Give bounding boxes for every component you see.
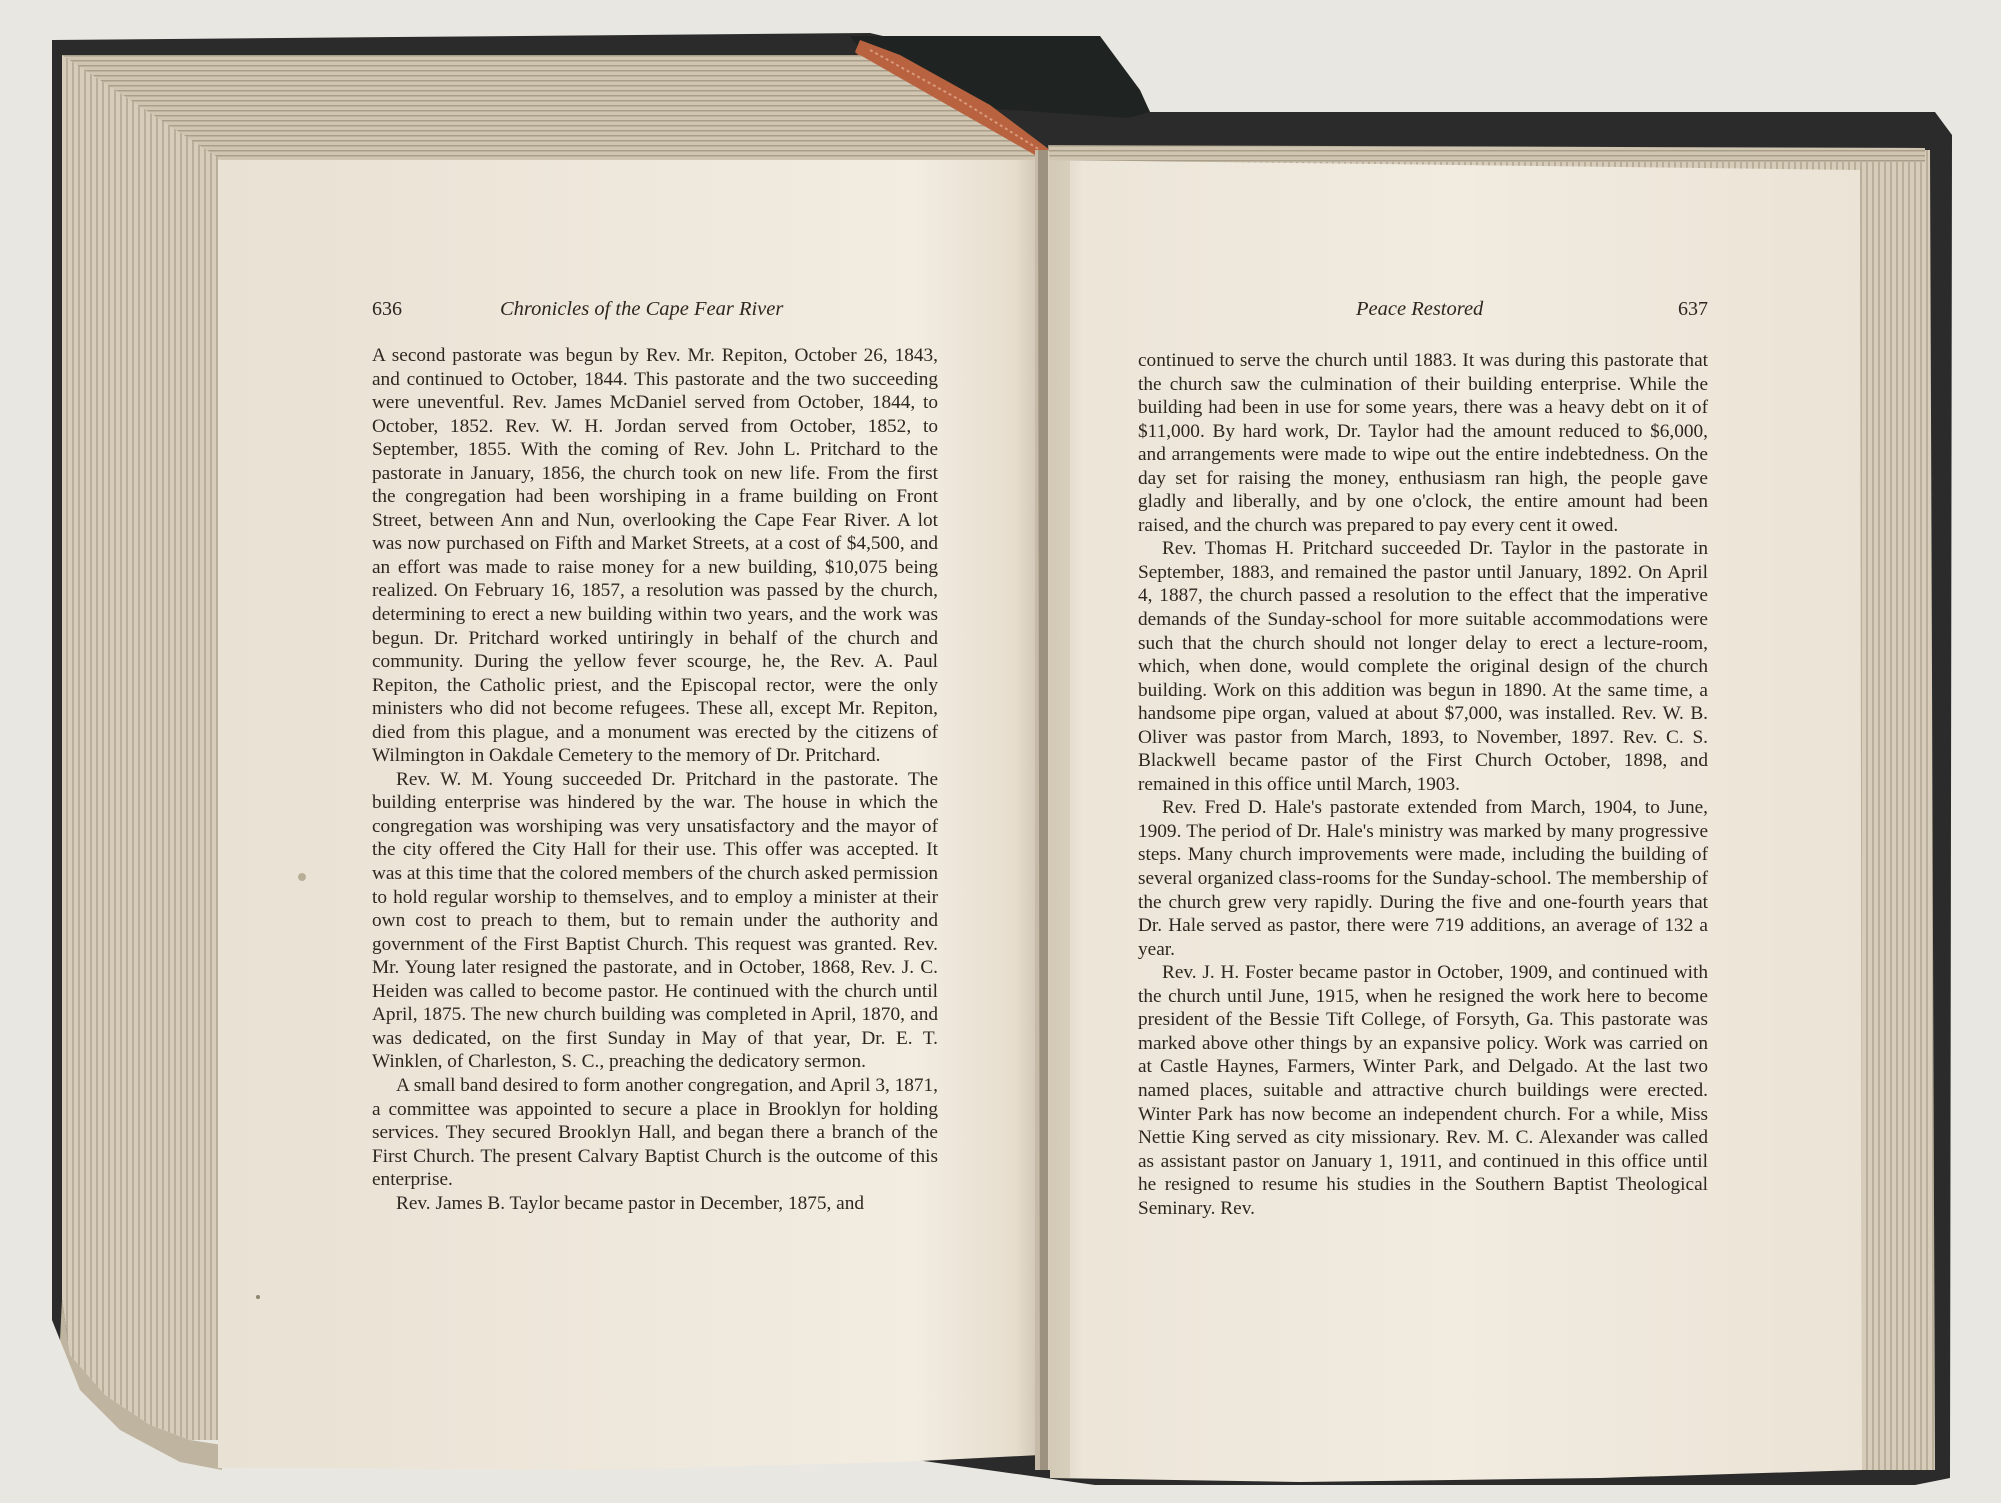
left-running-head <box>372 298 932 328</box>
left-running-title: Chronicles of the Cape Fear River <box>500 298 784 320</box>
paragraph: Rev. James B. Taylor became pastor in December, 1875, and <box>396 1192 864 1214</box>
right-running-title: Peace Restored <box>1356 298 1484 320</box>
right-page-number: 637 <box>1678 298 1708 320</box>
paragraph: Rev. J. H. Foster became pastor in October, 1909, and continued with the church until June, 1915, when he resigned the work here to become president of the Bessie Tift College, of Forsyth, Ga. This pastorate was marked above other things by an expansive policy. Work was carried on at Castle Haynes, Farmers, Winter Park, and Delgado. At the last two named places, suitable and attractive church buildings were erected. Winter Park has now become an independent church. For a while, Miss Nettie King served as city missionary. Rev. M. C. Alexander was called as assistant pastor on January 1, 1911, and continued in this office until he resigned to resume his studies in the Southern Baptist Theological Seminary. Rev. <box>1138 962 1708 1219</box>
paragraph: continued to serve the church until 1883. It was during this pastorate that the church saw the culmination of their building enterprise. While the building had been in use for some years, there was a heavy debt on it of $11,000. By hard work, Dr. Taylor had the amount reduced to $6,000, and arrangements were made to wipe out the entire indebtedness. On the day set for raising the money, enthusiasm ran high, the people gave gladly and liberally, and by one o'clock, the entire amount had been raised, and the church was prepared to pay every cent it owed. <box>1138 350 1708 536</box>
paragraph: Rev. W. M. Young succeeded Dr. Pritchard in the pastorate. The building enterprise was hindered by the war. The house in which the congregation was worshiping was very unsatisfactory and the mayor of the city offered the City Hall for their use. This offer was accepted. It was at this time that the colored members of the church asked permission to hold regular worship to themselves, and to employ a minister at their own cost to preach to them, but to remain under the authority and government of the First Baptist Church. This request was granted. Rev. Mr. Young later resigned the pastorate, and in October, 1868, Rev. J. C. Heiden was called to become pastor. He continued with the church until April, 1875. The new church building was completed in April, 1870, and was dedicated, on the first Sunday in May of that year, Dr. E. T. Winklen, of Charleston, S. C., preaching the dedicatory sermon. <box>372 768 938 1073</box>
paragraph: Rev. Thomas H. Pritchard succeeded Dr. Taylor in the pastorate in September, 1883, and remained the pastor until January, 1892. On April 4, 1887, the church passed a resolution to the effect that the imperative demands of the Sunday-school for more suitable accommodations were such that the church should not longer delay to erect a lecture-room, which, when done, would complete the original design of the church building. Work on this addition was begun in 1890. At the same time, a handsome pipe organ, valued at about $7,000, was installed. Rev. W. B. Oliver was pastor from March, 1893, to November, 1897. Rev. C. S. Blackwell became pastor of the First Church October, 1898, and remained in this office until March, 1903. <box>1138 538 1708 795</box>
paragraph: A second pastorate was begun by Rev. Mr. Repiton, October 26, 1843, and continued to October, 1844. This pastorate and the two succeeding were uneventful. Rev. James McDaniel served from October, 1844, to October, 1852. Rev. W. H. Jordan served from October, 1852, to September, 1855. With the coming of Rev. John L. Pritchard to the pastorate in January, 1856, the church took on new life. From the first the congregation had been worshiping in a frame building on Front Street, between Ann and Nun, overlooking the Cape Fear River. A lot was now purchased on Fifth and Market Streets, at a cost of $4,500, and an effort was made to raise money for a new building, $10,075 being realized. On February 16, 1857, a resolution was passed by the church, determining to erect a new building within two years, and the work was begun. Dr. Pritchard worked untiringly in behalf of the church and community. During the yellow fever scourge, he, the Rev. A. Paul Repiton, the Catholic priest, and the Episcopal rector, were the only ministers who did not become refugees. These all, except Mr. Repiton, died from this plague, and a monument was erected by the citizens of Wilmington in Oakdale Cemetery to the memory of Dr. Pritchard. <box>372 345 938 767</box>
right-running-head <box>1138 298 1708 328</box>
paragraph: Rev. Fred D. Hale's pastorate extended from March, 1904, to June, 1909. The period of Dr. Hale's ministry was marked by many progressive steps. Many church improvements were made, including the building of several organized class-rooms for the Sunday-school. The membership of the church grew very rapidly. During the five and one-fourth years that Dr. Hale served as pastor, there were 719 additions, an average of 132 a year. <box>1138 797 1708 960</box>
left-page-body <box>372 344 938 1215</box>
paragraph: A small band desired to form another congregation, and April 3, 1871, a committee was appointed to secure a place in Brooklyn for holding services. They secured Brooklyn Hall, and began there a branch of the First Church. The present Calvary Baptist Church is the outcome of this enterprise. <box>372 1074 938 1191</box>
left-page-number: 636 <box>372 298 402 320</box>
right-page-body <box>1138 349 1708 1220</box>
